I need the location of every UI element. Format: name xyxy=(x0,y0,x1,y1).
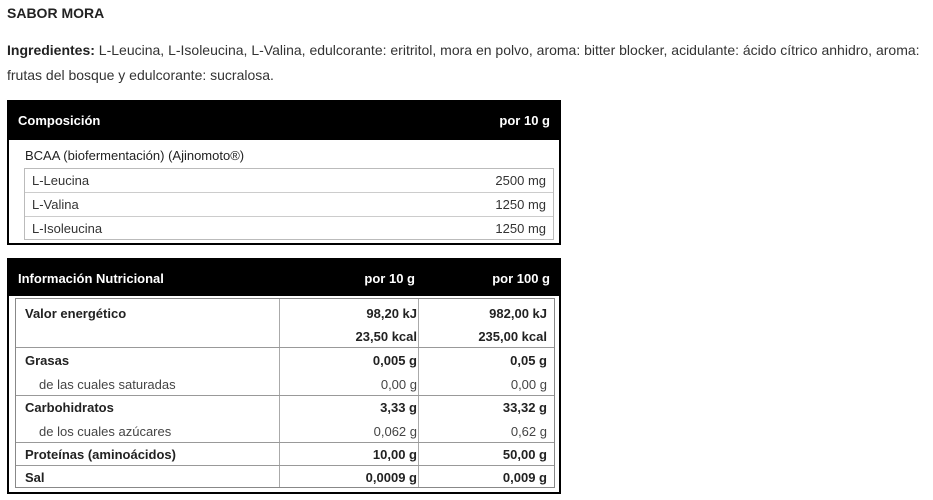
column-divider xyxy=(279,299,280,487)
composition-row-name: L-Valina xyxy=(32,197,79,212)
value-per10: 0,062 g xyxy=(373,424,417,439)
row-divider xyxy=(16,395,554,396)
composition-row-value: 1250 mg xyxy=(495,197,546,212)
composition-row-name: L-Leucina xyxy=(32,173,90,188)
composition-row xyxy=(25,169,553,193)
row-divider xyxy=(16,347,554,348)
value-per100: 0,62 g xyxy=(510,424,547,439)
composition-header xyxy=(9,102,559,140)
value-per100: 0,00 g xyxy=(510,377,547,392)
nutrition-table xyxy=(7,258,561,494)
composition-row xyxy=(25,216,553,241)
value-per100: 0,009 g xyxy=(502,470,547,485)
value-per100: 235,00 kcal xyxy=(478,329,547,344)
nutrient-name: Grasas xyxy=(25,353,70,368)
nutrient-name: de las cuales saturadas xyxy=(39,377,176,392)
value-per10: 0,0009 g xyxy=(365,470,417,485)
composition-row-name: L-Isoleucina xyxy=(32,221,103,236)
nutrition-header-per10: por 10 g xyxy=(364,271,415,286)
composition-row-value: 2500 mg xyxy=(495,173,546,188)
nutrient-name: Proteínas (aminoácidos) xyxy=(25,447,176,462)
page-title: SABOR MORA xyxy=(7,5,105,21)
composition-header-label: Composición xyxy=(18,113,101,128)
nutrient-name: Carbohidratos xyxy=(25,400,114,415)
nutrition-header xyxy=(9,260,559,296)
value-per100: 50,00 g xyxy=(502,447,547,462)
value-per10: 0,00 g xyxy=(380,377,417,392)
value-per100: 0,05 g xyxy=(510,353,547,368)
nutrition-header-per100: por 100 g xyxy=(492,271,550,286)
row-divider xyxy=(16,442,554,443)
composition-row-value: 1250 mg xyxy=(495,221,546,236)
row-divider xyxy=(16,465,554,466)
column-divider xyxy=(418,299,419,487)
value-per100: 33,32 g xyxy=(502,400,547,415)
composition-rows xyxy=(24,168,554,240)
composition-row xyxy=(25,192,553,217)
nutrition-header-label: Información Nutricional xyxy=(18,271,164,286)
value-per10: 0,005 g xyxy=(372,353,417,368)
nutrient-name: Valor energético xyxy=(25,306,127,321)
composition-header-unit: por 10 g xyxy=(499,113,550,128)
value-per10: 3,33 g xyxy=(380,400,417,415)
nutrition-body xyxy=(15,298,555,488)
composition-table xyxy=(7,100,561,245)
value-per10: 23,50 kcal xyxy=(355,329,417,344)
composition-group-label: BCAA (biofermentación) (Ajinomoto®) xyxy=(25,148,245,163)
ingredients-text xyxy=(7,38,931,88)
nutrient-name: Sal xyxy=(25,470,45,485)
ingredients-label: Ingredientes: xyxy=(7,42,95,58)
value-per10: 98,20 kJ xyxy=(366,306,417,321)
value-per10: 10,00 g xyxy=(372,447,417,462)
nutrient-name: de los cuales azúcares xyxy=(39,424,172,439)
ingredients-list: L-Leucina, L-Isoleucina, L-Valina, edulcorante: eritritol, mora en polvo, aroma: bitter blocker, acidulante: ácido cítrico anhidro, aroma: frutas del bosque y edulcorante: sucralosa. xyxy=(7,42,920,83)
value-per100: 982,00 kJ xyxy=(489,306,547,321)
